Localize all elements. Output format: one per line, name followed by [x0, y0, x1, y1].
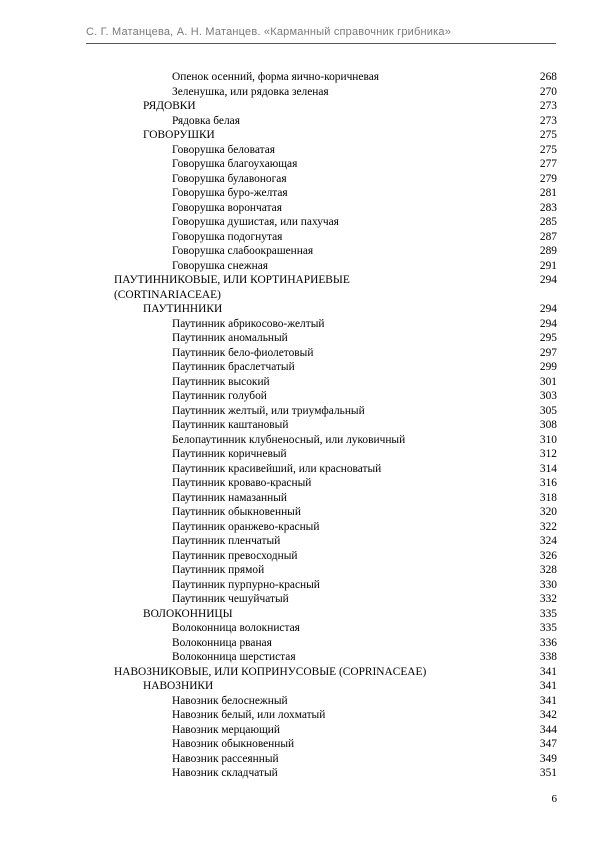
- toc-entry: [0, 708, 600, 723]
- toc-entry: [0, 549, 600, 564]
- toc-entry: [0, 447, 600, 462]
- toc-section-heading: [0, 302, 600, 317]
- toc-entry-page: 270: [539, 85, 557, 98]
- toc-entry-title: Говорушка слабоокрашенная: [172, 245, 314, 257]
- toc-entry-title: Паутинник прямой: [172, 564, 265, 576]
- toc-entry: [0, 694, 600, 709]
- toc-entry-title: Белопаутинник клубненосный, или луковичный: [172, 433, 406, 446]
- toc-entry-title: Волоконница рваная: [172, 636, 272, 649]
- toc-entry: [0, 636, 600, 651]
- toc-entry-title: Паутинник превосходный: [172, 549, 298, 562]
- toc-entry: [0, 85, 600, 100]
- toc-entry: [0, 404, 600, 419]
- toc-entry: [0, 360, 600, 375]
- toc-entry-title: Паутинник каштановый: [172, 419, 289, 431]
- toc-entry-title: Паутинник намазанный: [172, 491, 287, 504]
- toc-entry-title: Паутинник желтый, или триумфальный: [172, 404, 365, 417]
- toc-entry-title: ПАУТИННИКОВЫЕ, ИЛИ КОРТИНАРИЕВЫЕ: [114, 274, 350, 286]
- toc-section-heading: [0, 607, 600, 622]
- toc-entry-page: 301: [539, 375, 557, 388]
- toc-entry-page: 299: [539, 361, 557, 373]
- toc-entry: [0, 766, 600, 781]
- toc-entry-page: 316: [539, 477, 557, 489]
- toc-entry-page: 308: [539, 419, 557, 431]
- toc-entry-title: Навозник белый, или лохматый: [172, 709, 326, 721]
- toc-entry-title: ПАУТИННИКИ: [143, 303, 223, 315]
- running-header: С. Г. Матанцева, А. Н. Матанцев. «Карманный справочник грибника»: [86, 26, 452, 38]
- toc-section-heading: [0, 99, 600, 114]
- toc-entry: [0, 143, 600, 158]
- toc-entry-page: 273: [539, 114, 557, 127]
- toc-section-heading: [0, 679, 600, 694]
- toc-entry-page: 341: [539, 694, 557, 707]
- toc-entry-page: 283: [539, 201, 557, 214]
- toc-entry-title: Рядовка белая: [172, 114, 240, 127]
- toc-entry-page: 335: [539, 622, 557, 634]
- toc-entry-title: Паутинник высокий: [172, 375, 270, 388]
- toc-entry: [0, 230, 600, 245]
- toc-entry-title: Говорушка беловатая: [172, 143, 276, 156]
- toc-entry-page: 314: [539, 462, 557, 475]
- toc-entry-page: 349: [539, 752, 557, 765]
- toc-section-heading: [0, 128, 600, 143]
- toc-entry-title: Паутинник пурпурно-красный: [172, 578, 320, 591]
- toc-entry: [0, 157, 600, 172]
- toc-entry-title: Зеленушка, или рядовка зеленая: [172, 85, 329, 98]
- toc-entry: [0, 505, 600, 520]
- toc-entry-title: Опенок осенний, форма яично-коричневая: [172, 71, 379, 83]
- toc-entry: [0, 737, 600, 752]
- toc-entry: [0, 592, 600, 607]
- toc-entry-title: Говорушка буро-желтая: [172, 187, 288, 199]
- toc-entry: [0, 114, 600, 129]
- toc-entry-title: Паутинник браслетчатый: [172, 361, 295, 373]
- toc-entry-page: 287: [539, 230, 557, 243]
- toc-entry-title: Говорушка булавоногая: [172, 172, 287, 185]
- toc-entry-title: Паутинник бело-фиолетовый: [172, 346, 314, 359]
- toc-entry-page: 279: [539, 172, 557, 185]
- toc-entry-title: РЯДОВКИ: [143, 100, 196, 112]
- toc-entry: [0, 259, 600, 274]
- toc-entry-title: Паутинник коричневый: [172, 448, 287, 460]
- toc-entry: [0, 621, 600, 636]
- toc-entry-title: Говорушка душистая, или пахучая: [172, 216, 339, 228]
- toc-entry-title: Паутинник оранжево-красный: [172, 520, 320, 533]
- toc-entry-page: 285: [539, 216, 557, 228]
- toc-entry-title: Говорушка ворончатая: [172, 201, 282, 214]
- toc-entry-page: 335: [539, 607, 557, 620]
- toc-entry: [0, 215, 600, 230]
- toc-entry-continuation: [0, 288, 600, 303]
- toc-entry-title: Навозник складчатый: [172, 767, 278, 779]
- toc-entry-page: 268: [539, 71, 557, 83]
- toc-entry-page: 326: [539, 549, 557, 562]
- toc-entry-title: Паутинник красивейший, или красноватый: [172, 462, 382, 475]
- toc-entry-page: 344: [539, 723, 557, 736]
- toc-entry: [0, 534, 600, 549]
- toc-entry: [0, 650, 600, 665]
- toc-entry-page: 342: [539, 709, 557, 721]
- toc-entry: [0, 244, 600, 259]
- toc-entry-page: 275: [539, 143, 557, 156]
- toc-entry: [0, 578, 600, 593]
- toc-entry-page: 324: [539, 535, 557, 547]
- toc-entry: [0, 491, 600, 506]
- toc-entry: [0, 331, 600, 346]
- toc-entry: [0, 520, 600, 535]
- toc-entry-page: 310: [539, 433, 557, 446]
- toc-entry-title: Паутинник голубой: [172, 390, 267, 402]
- toc-entry-page: 289: [539, 245, 557, 257]
- toc-entry-page: 351: [539, 767, 557, 779]
- toc-entry-page: 347: [539, 738, 557, 750]
- toc-entry-page: 312: [539, 448, 557, 460]
- toc-entry-page: 322: [539, 520, 557, 533]
- toc-entry-page: 336: [539, 636, 557, 649]
- toc-entry-page: 341: [539, 680, 557, 692]
- header-rule: [86, 43, 556, 44]
- toc-entry-page: 294: [539, 317, 557, 330]
- toc-entry-page: 320: [539, 506, 557, 518]
- toc-entry-page: 291: [539, 259, 557, 272]
- toc-entry-title: НАВОЗНИКОВЫЕ, ИЛИ КОПРИНУСОВЫЕ (COPRINACEAE): [114, 665, 427, 678]
- toc-entry: [0, 346, 600, 361]
- toc-entry-title: Навозник мерцающий: [172, 723, 280, 736]
- toc-entry-page: 332: [539, 593, 557, 605]
- toc-entry-page: 295: [539, 332, 557, 344]
- toc-entry-title: Навозник обыкновенный: [172, 738, 295, 750]
- toc-entry-title: ГОВОРУШКИ: [143, 129, 215, 141]
- toc-entry-title: Волоконница шерстистая: [172, 651, 296, 663]
- toc-entry: [0, 418, 600, 433]
- page-number: 6: [551, 793, 557, 805]
- toc-entry: [0, 723, 600, 738]
- toc-entry-title: Говорушка подогнутая: [172, 230, 283, 243]
- toc-entry-title: Навозник рассеянный: [172, 752, 279, 765]
- toc-entry: [0, 317, 600, 332]
- toc-entry: [0, 433, 600, 448]
- toc-entry: [0, 172, 600, 187]
- toc-entry-page: 273: [539, 100, 557, 112]
- toc-entry-title: Паутинник кроваво-красный: [172, 477, 312, 489]
- toc-entry-page: 281: [539, 187, 557, 199]
- toc-entry: [0, 70, 600, 85]
- toc-entry-page: 294: [539, 274, 557, 286]
- toc-entry-title: (CORTINARIACEAE): [114, 288, 221, 301]
- toc-entry-page: 275: [539, 129, 557, 141]
- toc-entry: [0, 462, 600, 477]
- toc-entry: [0, 476, 600, 491]
- toc-entry-page: 305: [539, 404, 557, 417]
- toc-entry-title: Паутинник обыкновенный: [172, 506, 301, 518]
- toc-entry: [0, 201, 600, 216]
- toc-entry-title: Паутинник чешуйчатый: [172, 593, 289, 605]
- toc-entry-page: 303: [539, 390, 557, 402]
- toc-entry-title: Паутинник пленчатый: [172, 535, 281, 547]
- toc-entry-title: Волоконница волокнистая: [172, 622, 300, 634]
- toc-entry-page: 330: [539, 578, 557, 591]
- toc-entry: [0, 375, 600, 390]
- toc-section-heading: [0, 273, 600, 288]
- toc-entry-page: 341: [539, 665, 557, 678]
- table-of-contents: [0, 70, 600, 781]
- toc-entry: [0, 752, 600, 767]
- toc-entry-page: 328: [539, 564, 557, 576]
- toc-entry-page: 277: [539, 158, 557, 170]
- toc-entry: [0, 563, 600, 578]
- toc-entry-title: НАВОЗНИКИ: [143, 680, 214, 692]
- toc-entry-page: 297: [539, 346, 557, 359]
- toc-entry-title: Паутинник абрикосово-желтый: [172, 317, 325, 330]
- toc-entry-title: Говорушка благоухающая: [172, 158, 298, 170]
- toc-entry-page: 318: [539, 491, 557, 504]
- toc-entry: [0, 389, 600, 404]
- toc-entry-title: Паутинник аномальный: [172, 332, 288, 344]
- toc-entry-page: 338: [539, 651, 557, 663]
- toc-entry-title: Навозник белоснежный: [172, 694, 288, 707]
- toc-entry-page: 294: [539, 303, 557, 315]
- toc-entry-title: ВОЛОКОННИЦЫ: [143, 607, 233, 620]
- toc-entry: [0, 186, 600, 201]
- toc-entry-title: Говорушка снежная: [172, 259, 269, 272]
- toc-section-heading: [0, 665, 600, 680]
